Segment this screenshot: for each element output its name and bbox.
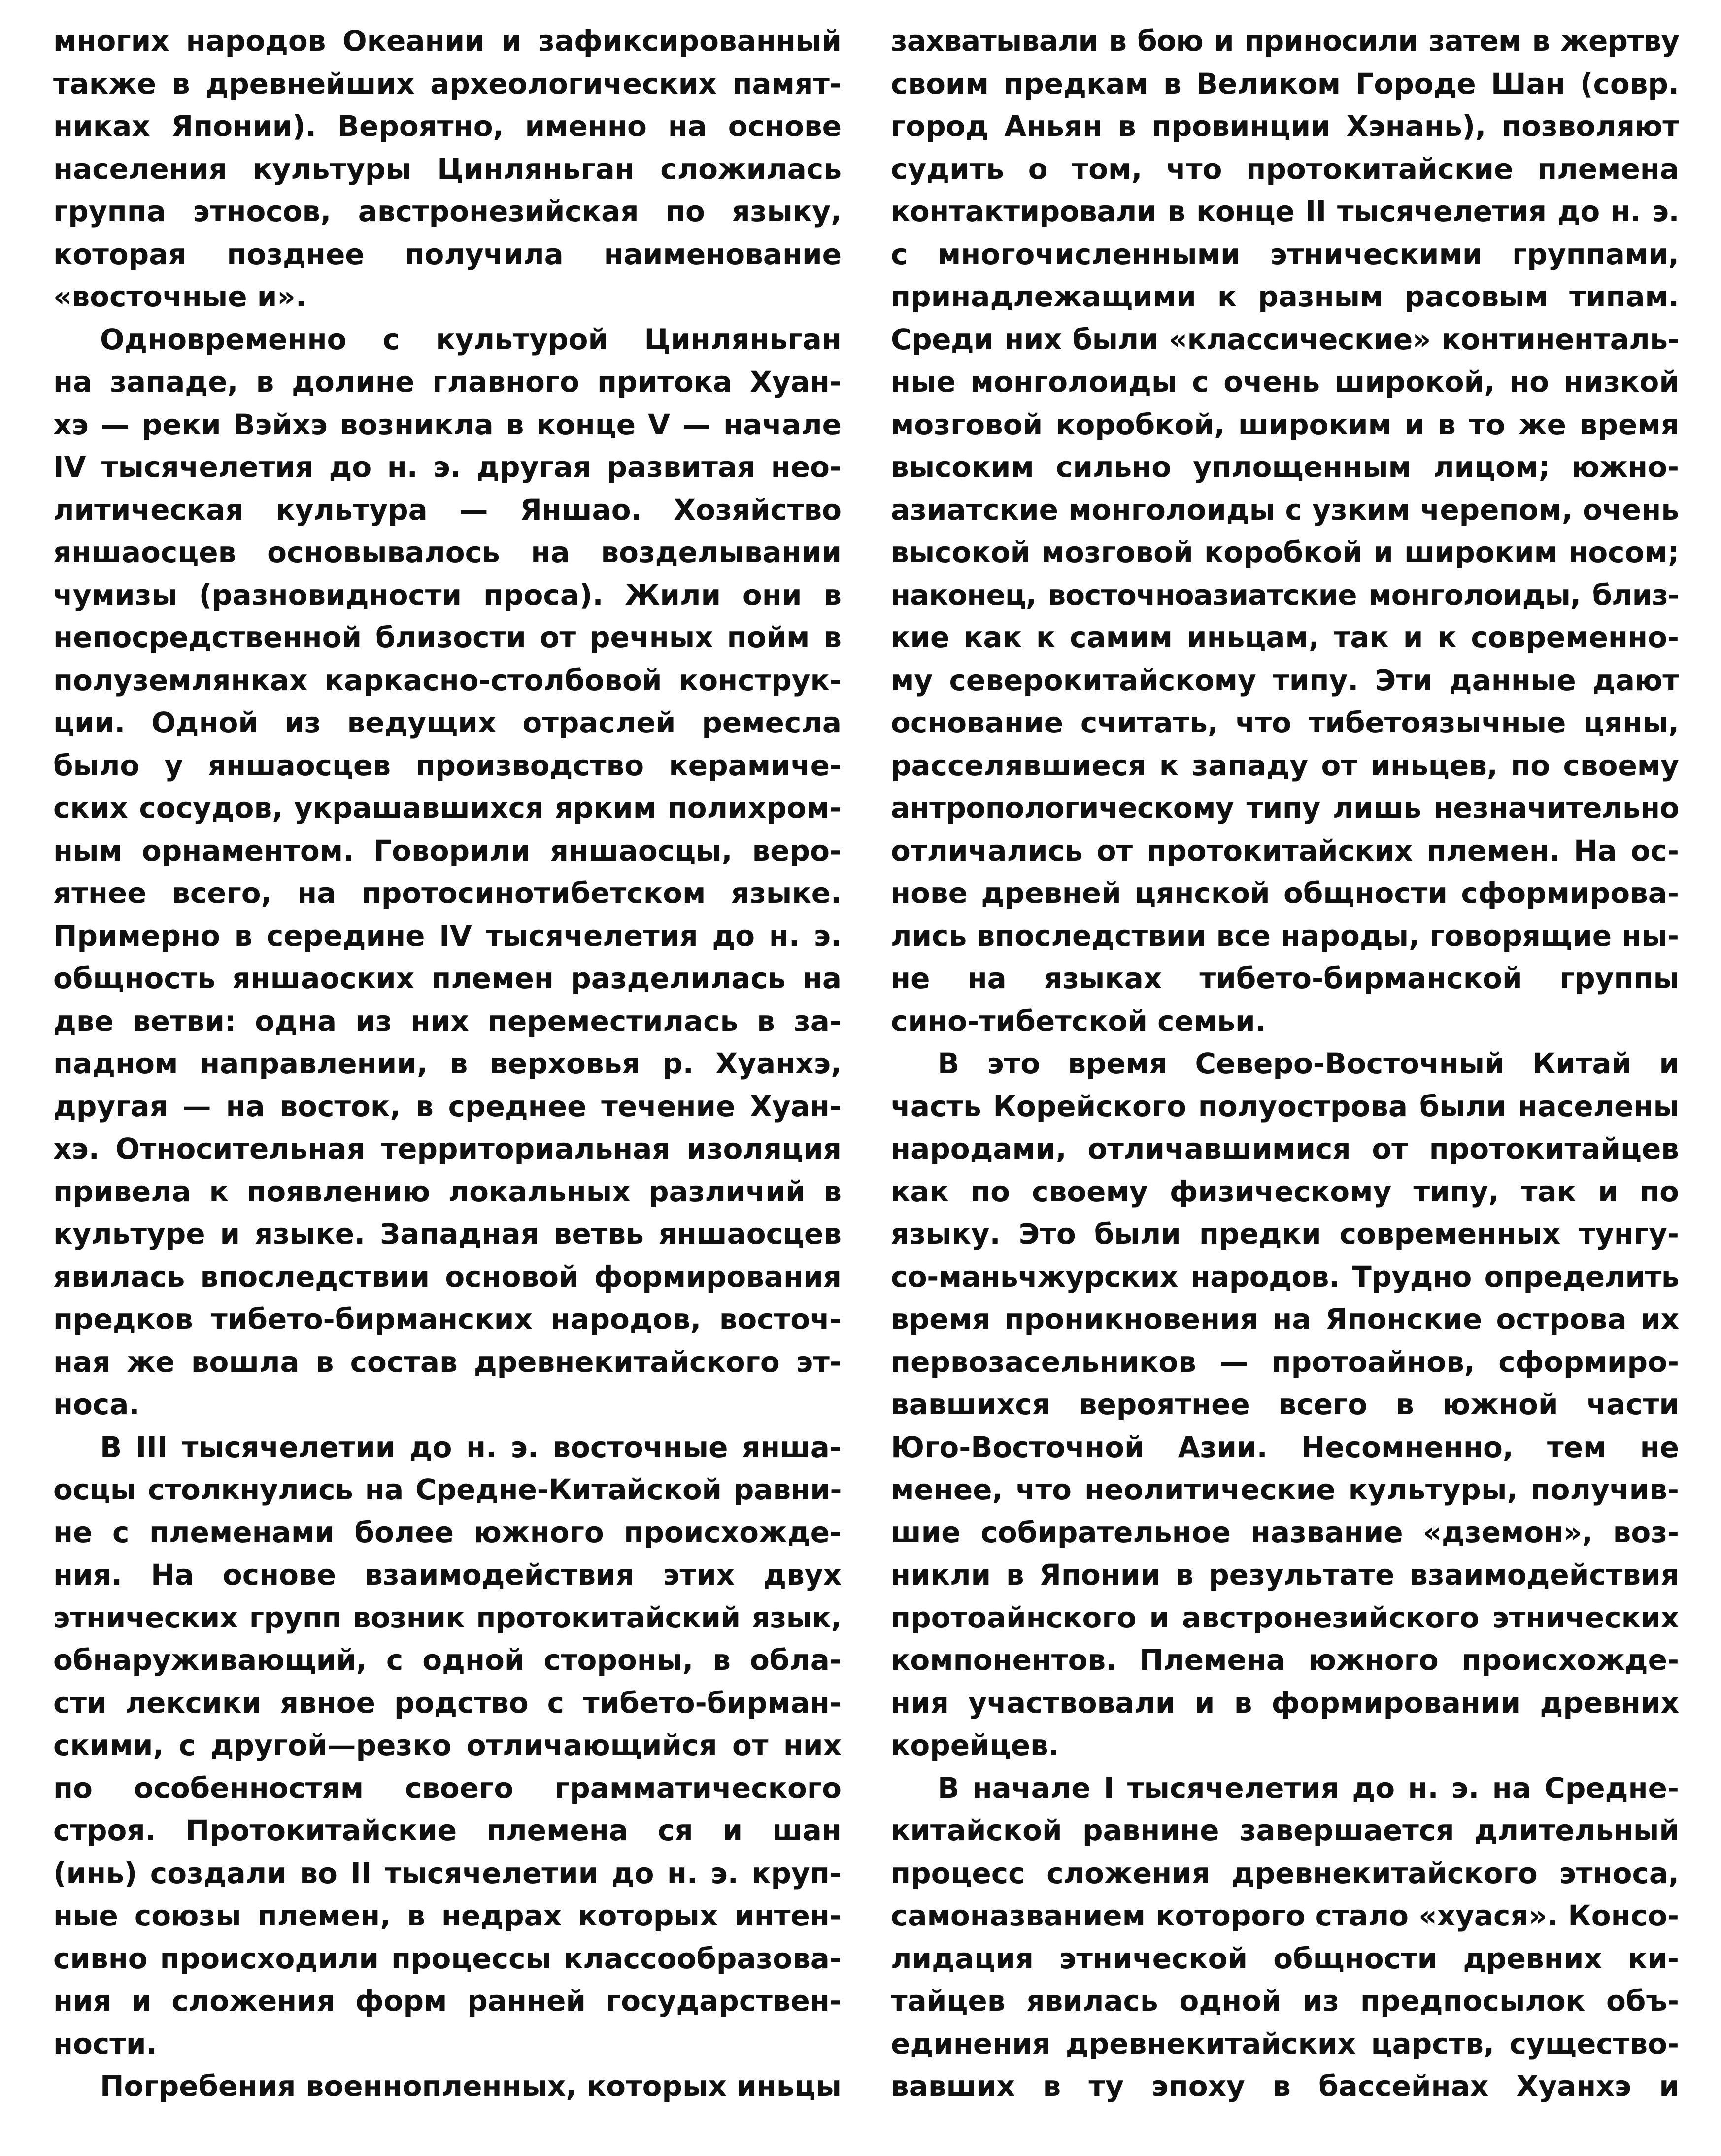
text-line: ным орнаментом. Говорили яншаосцы, веро- — [53, 833, 842, 867]
text-line: В это время Северо-Восточный Китай и — [938, 1047, 1679, 1080]
text-line: ности. — [53, 2026, 157, 2060]
text-line: падном направлении, в верховья р. Хуанхэ, — [53, 1047, 842, 1080]
text-line: китайской равнине завершается длительный — [891, 1814, 1679, 1847]
text-line: контактировали в конце II тысячелетия до н. э. — [891, 195, 1679, 228]
text-line: основание считать, что тибетоязычные цяны, — [891, 706, 1679, 739]
text-line: В начале I тысячелетия до н. э. на Средне- — [938, 1771, 1679, 1805]
text-line: кие как к самим иньцам, так и к современно- — [891, 621, 1679, 654]
text-line: вавшихся вероятнее всего в южной части — [891, 1388, 1679, 1421]
text-line: две ветви: одна из них переместилась в за- — [53, 1004, 842, 1038]
text-line: литическая культура — Яншао. Хозяйство — [53, 493, 842, 527]
text-line: часть Корейского полуострова были населены — [891, 1089, 1679, 1123]
text-line: языку. Это были предки современных тунгу- — [891, 1217, 1679, 1251]
text-line: му северокитайскому типу. Эти данные дают — [891, 663, 1679, 697]
text-line: как по своему физическому типу, так и по — [891, 1174, 1679, 1208]
text-line: ции. Одной из ведущих отраслей ремесла — [53, 706, 842, 739]
text-line: корейцев. — [891, 1728, 1059, 1762]
text-line: компонентов. Племена южного происхожде- — [891, 1643, 1679, 1677]
text-line: ния. На основе взаимодействия этих двух — [53, 1558, 842, 1592]
text-line: протоайнского и австронезийского этнических — [891, 1600, 1679, 1634]
text-line: высокой мозговой коробкой и широким носом; — [891, 535, 1679, 569]
text-line: хэ — реки Вэйхэ возникла в конце V — начале — [53, 407, 842, 441]
text-line: чумизы (разновидности проса). Жили они в — [53, 578, 842, 612]
text-line: которая позднее получила наименование — [53, 237, 842, 271]
text-line: полуземлянках каркасно-столбовой конструк- — [53, 663, 842, 697]
text-line: антропологическому типу лишь незначительно — [891, 791, 1679, 825]
text-line: многих народов Океании и зафиксированный — [53, 24, 842, 58]
text-line: обнаруживающий, с одной стороны, в обла- — [53, 1643, 842, 1677]
text-line: скими, с другой—резко отличающийся от них — [53, 1728, 842, 1762]
text-line: с многочисленными этническими группами, — [891, 237, 1679, 271]
text-line: единения древнекитайских царств, существо- — [891, 2026, 1679, 2060]
text-line: хэ. Относительная территориальная изоляция — [53, 1132, 842, 1165]
text-line: нове древней цянской общности сформирова- — [891, 876, 1679, 910]
text-line: яншаосцев основывалось на возделывании — [53, 535, 842, 569]
text-line: привела к появлению локальных различий в — [53, 1174, 842, 1208]
text-line: культуре и языке. Западная ветвь яншаосцев — [53, 1217, 842, 1251]
text-line: по особенностям своего грамматического — [53, 1771, 842, 1805]
text-line: не с племенами более южного происхожде- — [53, 1515, 842, 1549]
text-line: народами, отличавшимися от протокитайцев — [891, 1132, 1679, 1165]
text-line: со-маньчжурских народов. Трудно определить — [891, 1260, 1679, 1294]
right-text-column — [891, 20, 1679, 2108]
text-line: первозасельников — протоайнов, сформиро- — [891, 1345, 1679, 1379]
text-line: ских сосудов, украшавшихся ярким полихром- — [53, 791, 842, 825]
text-line: шие собирательное название «дземон», воз- — [891, 1515, 1679, 1549]
text-line: ные союзы племен, в недрах которых интен- — [53, 1899, 842, 1932]
text-line: ные монголоиды с очень широкой, но низкой — [891, 365, 1679, 398]
text-line: своим предкам в Великом Городе Шан (совр. — [891, 66, 1679, 100]
text-line: Среди них были «классические» континенталь- — [891, 322, 1679, 356]
text-line: самоназванием которого стало «хуася». Консо- — [891, 1899, 1679, 1932]
text-line: Юго-Восточной Азии. Несомненно, тем не — [891, 1430, 1679, 1464]
text-line: высоким сильно уплощенным лицом; южно- — [891, 450, 1679, 484]
text-line: сивно происходили процессы классообразова- — [53, 1941, 842, 1975]
text-line: никах Японии). Вероятно, именно на основе — [53, 109, 842, 143]
text-line: не на языках тибето-бирманской группы — [891, 962, 1679, 995]
text-line: принадлежащими к разным расовым типам. — [891, 280, 1679, 313]
text-line: этнических групп возник протокитайский язык, — [53, 1600, 842, 1634]
text-line: мозговой коробкой, широким и в то же время — [891, 407, 1679, 441]
text-line: было у яншаосцев производство керамиче- — [53, 748, 842, 782]
text-line: менее, что неолитические культуры, получив- — [891, 1473, 1679, 1506]
text-line: лидация этнической общности древних ки- — [891, 1941, 1679, 1975]
text-line: город Аньян в провинции Хэнань), позволяют — [891, 109, 1679, 143]
text-line: IV тысячелетия до н. э. другая развитая нео- — [53, 450, 842, 484]
text-line: ния участвовали и в формировании древних — [891, 1686, 1679, 1720]
text-line: Одновременно с культурой Цинляньган — [100, 322, 842, 356]
text-line: никли в Японии в результате взаимодействия — [891, 1558, 1679, 1592]
text-line: ная же вошла в состав древнекитайского эт- — [53, 1345, 842, 1379]
text-line: Примерно в середине IV тысячелетия до н. э. — [53, 919, 842, 953]
text-line: сино-тибетской семьи. — [891, 1004, 1266, 1038]
text-line: наконец, восточноазиатские монголоиды, близ- — [891, 578, 1679, 612]
text-line: строя. Протокитайские племена ся и шан — [53, 1814, 842, 1847]
text-line: азиатские монголоиды с узким черепом, очень — [891, 493, 1679, 527]
text-line: населения культуры Цинляньган сложилась — [53, 152, 842, 186]
text-line: процесс сложения древнекитайского этноса, — [891, 1856, 1679, 1890]
text-line: сти лексики явное родство с тибето-бирман- — [53, 1686, 842, 1720]
text-line: Погребения военнопленных, которых иньцы — [100, 2069, 842, 2103]
text-line: группа этносов, австронезийская по языку, — [53, 195, 842, 228]
text-line: тайцев явилась одной из предпосылок объ- — [891, 1984, 1679, 2018]
text-line: вавших в ту эпоху в бассейнах Хуанхэ и — [891, 2069, 1679, 2103]
text-line: предков тибето-бирманских народов, восточ- — [53, 1302, 842, 1336]
text-line: ятнее всего, на протосинотибетском языке. — [53, 876, 842, 910]
text-line: В III тысячелетии до н. э. восточные янша- — [100, 1430, 842, 1464]
text-line: отличались от протокитайских племен. На ос- — [891, 833, 1679, 867]
text-line: другая — на восток, в среднее течение Хуан- — [53, 1089, 842, 1123]
text-line: ния и сложения форм ранней государствен- — [53, 1984, 842, 2018]
text-line: судить о том, что протокитайские племена — [891, 152, 1679, 186]
text-line: лись впоследствии все народы, говорящие ны- — [891, 919, 1679, 953]
text-line: также в древнейших археологических памят- — [53, 66, 842, 100]
text-line: на западе, в долине главного притока Хуан- — [53, 365, 842, 398]
text-line: время проникновения на Японские острова их — [891, 1302, 1679, 1336]
text-line: «восточные и». — [53, 280, 306, 313]
left-text-column — [53, 20, 842, 2108]
text-line: расселявшиеся к западу от иньцев, по своему — [891, 748, 1679, 782]
text-line: непосредственной близости от речных пойм в — [53, 621, 842, 654]
text-line: общность яншаоских племен разделилась на — [53, 962, 842, 995]
text-line: захватывали в бою и приносили затем в жертву — [891, 24, 1679, 58]
text-line: (инь) создали во II тысячелетии до н. э. круп- — [53, 1856, 842, 1890]
text-line: осцы столкнулись на Средне-Китайской равни- — [53, 1473, 842, 1506]
text-line: носа. — [53, 1388, 140, 1421]
text-line: явилась впоследствии основой формирования — [53, 1260, 842, 1294]
